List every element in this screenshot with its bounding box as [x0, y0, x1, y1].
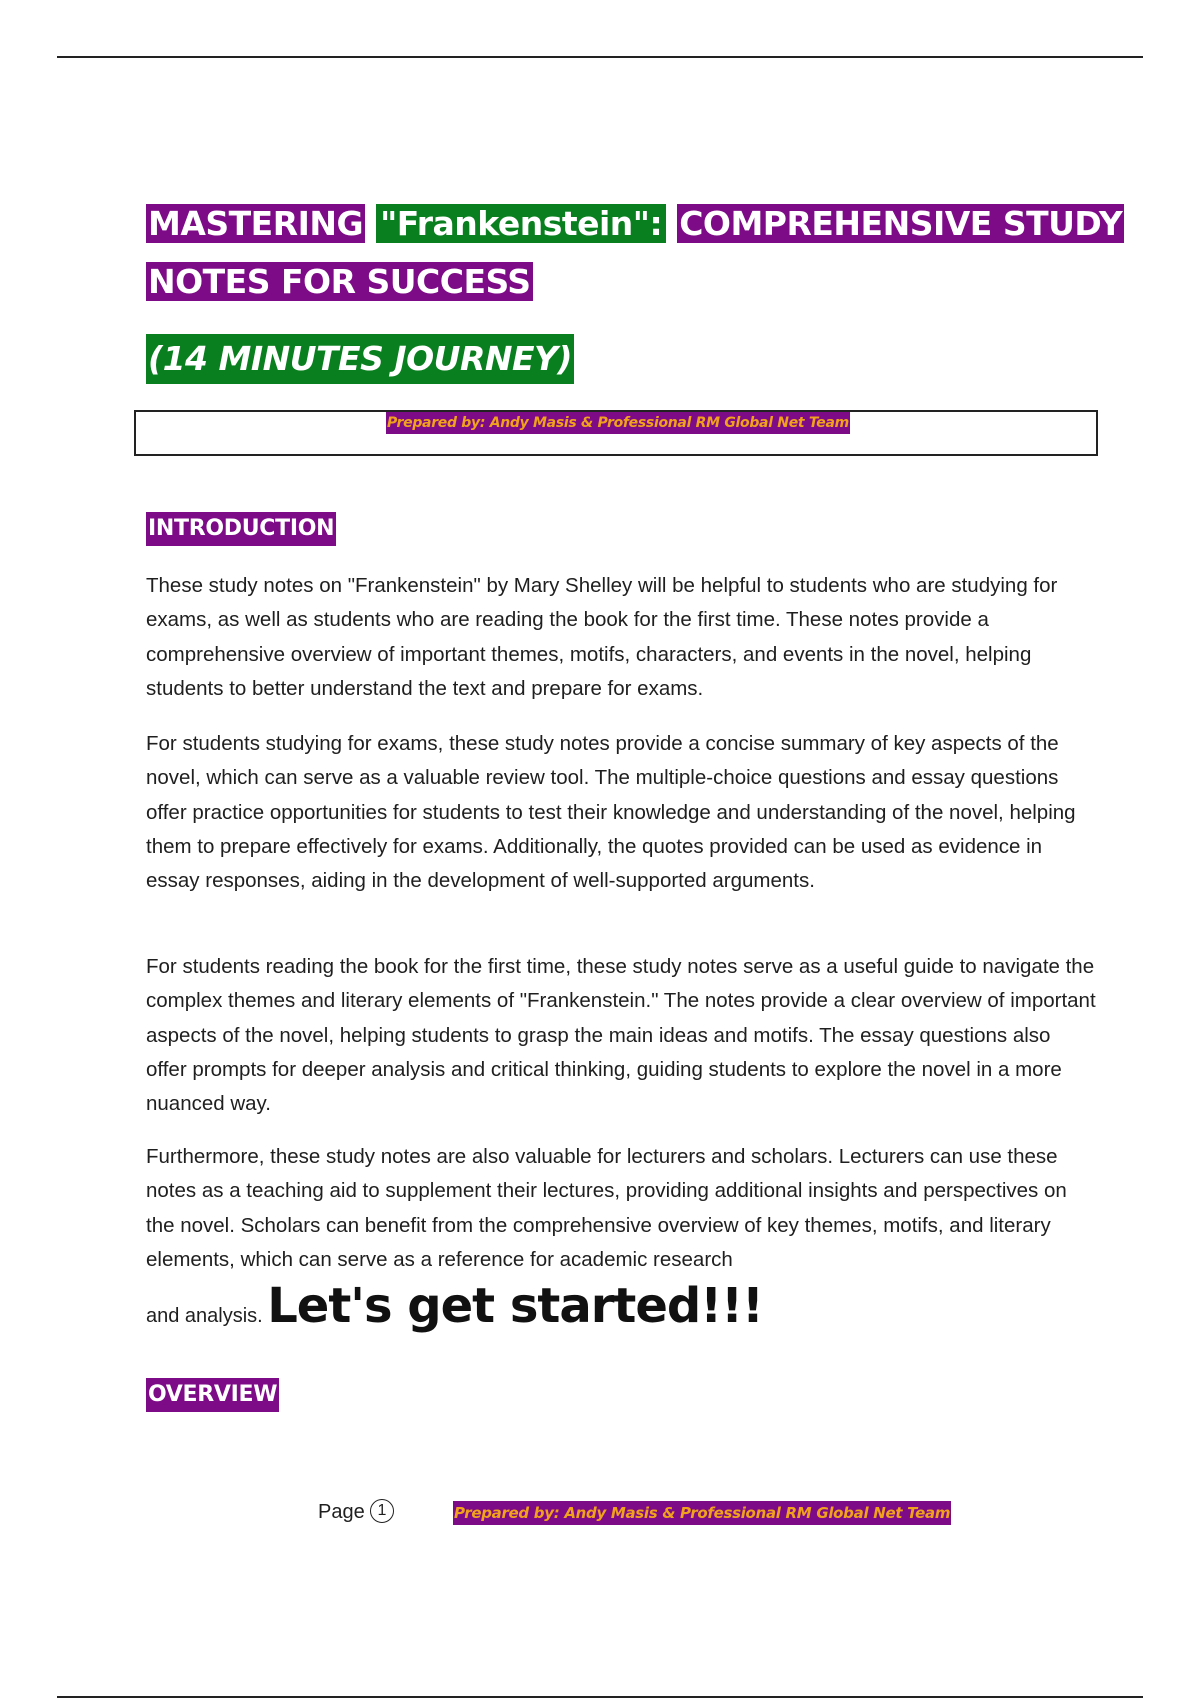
- title-part-comprehensive: COMPREHENSIVE STUDY: [679, 204, 1123, 243]
- intro-paragraph-4: Furthermore, these study notes are also valuable for lecturers and scholars. Lecturers can use these notes as a teaching aid to supplement their lectures, providing additional insights and perspectives on the novel. Scholars can benefit from the comprehensive overview of key themes, motifs, and literary elements, which can serve as a reference for academic research: [146, 1145, 1067, 1271]
- title-part-mastering: MASTERING: [148, 204, 364, 243]
- closing-small-text: and analysis.: [146, 1305, 263, 1327]
- page-label: Page: [318, 1501, 365, 1523]
- top-divider: [57, 56, 1143, 58]
- title-part-frankenstein: "Frankenstein":: [376, 204, 666, 243]
- intro-paragraph-2: For students studying for exams, these study notes provide a concise summary of key aspects of the novel, which can serve as a valuable review tool. The multiple-choice questions and essay questions offer practice opportunities for students to test their knowledge and understanding of the novel, helping them to prepare effectively for exams. Additionally, the quotes provided can be used as evidence in essay responses, aiding in the development of well-supported arguments.: [146, 732, 1076, 893]
- intro-paragraph-1: These study notes on "Frankenstein" by Mary Shelley will be helpful to students who are studying for exams, as well as students who are reading the book for the first time. These notes provide a comprehensive overview of important themes, motifs, characters, and events in the novel, helping students to better understand the text and prepare for exams.: [146, 574, 1058, 700]
- intro-paragraph-3: For students reading the book for the first time, these study notes serve as a useful guide to navigate the complex themes and literary elements of "Frankenstein." The notes provide a clear overview of important aspects of the novel, helping students to grasp the main ideas and motifs. The essay questions also offer prompts for deeper analysis and critical thinking, guiding students to explore the novel in a more nuanced way.: [146, 955, 1096, 1116]
- footer-credit: Prepared by: Andy Masis & Professional RM Global Net Team: [453, 1501, 951, 1525]
- overview-heading: OVERVIEW: [146, 1378, 279, 1412]
- header-credit: Prepared by: Andy Masis & Professional RM Global Net Team: [386, 412, 850, 434]
- reading-duration-badge: (14 MINUTES JOURNEY): [146, 334, 574, 384]
- lets-get-started-callout: Let's get started!!!: [267, 1278, 763, 1334]
- introduction-heading: INTRODUCTION: [146, 512, 336, 546]
- document-title-line-2: [146, 258, 533, 305]
- page-number-circle: 1: [370, 1499, 394, 1523]
- bottom-divider: [57, 1696, 1143, 1698]
- document-title-line-1: [146, 200, 1124, 247]
- title-part-notes: NOTES FOR SUCCESS: [148, 262, 531, 301]
- page-footer: [0, 1497, 1200, 1533]
- closing-line: [146, 1278, 763, 1334]
